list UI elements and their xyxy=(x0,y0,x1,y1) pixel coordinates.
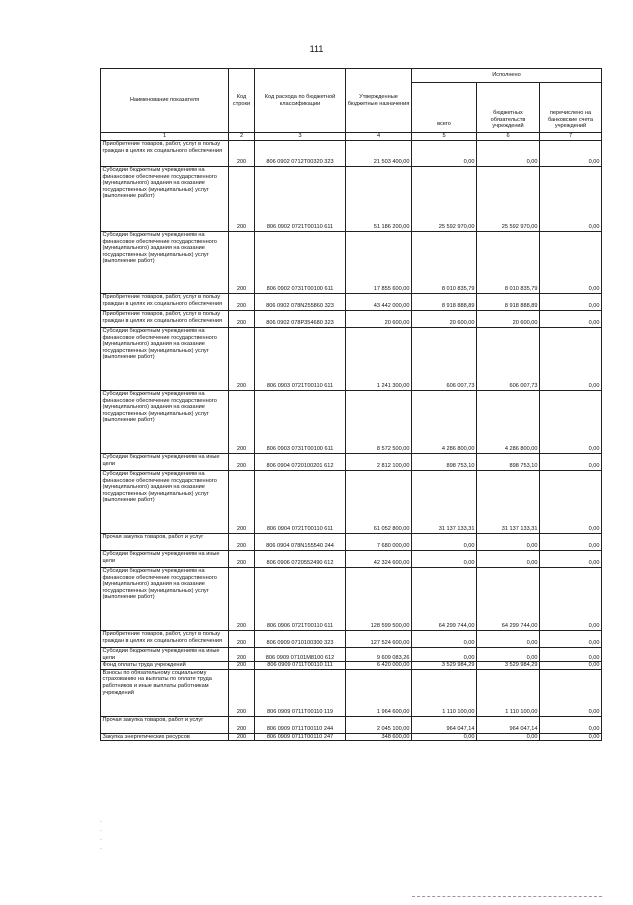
row-transferred: 0,00 xyxy=(540,328,602,391)
row-budget-obligations: 0,00 xyxy=(477,551,540,568)
column-number: 3 xyxy=(255,133,346,141)
row-name: Закупка энергетических ресурсов xyxy=(101,733,229,741)
table-row xyxy=(101,551,602,568)
table-row xyxy=(101,648,602,662)
row-transferred: 0,00 xyxy=(540,167,602,232)
row-executed-total: 4 286 800,00 xyxy=(412,391,477,454)
row-executed-total: 606 007,73 xyxy=(412,328,477,391)
row-line-code: 200 xyxy=(229,716,255,733)
row-approved: 61 052 800,00 xyxy=(346,471,412,534)
row-transferred: 0,00 xyxy=(540,568,602,631)
row-budget-obligations: 898 753,10 xyxy=(477,454,540,471)
table-row xyxy=(101,534,602,551)
table-row xyxy=(101,311,602,328)
column-number: 2 xyxy=(229,133,255,141)
row-approved: 6 420 000,00 xyxy=(346,662,412,670)
row-executed-total: 1 110 100,00 xyxy=(412,669,477,716)
row-line-code: 200 xyxy=(229,141,255,167)
row-line-code: 200 xyxy=(229,294,255,311)
row-approved: 9 609 083,26 xyxy=(346,648,412,662)
table-row xyxy=(101,141,602,167)
row-budget-obligations: 1 110 100,00 xyxy=(477,669,540,716)
row-executed-total: 964 047,14 xyxy=(412,716,477,733)
row-expense-code: 806 0909 0711T00110 247 xyxy=(255,733,346,741)
row-transferred: 0,00 xyxy=(540,232,602,294)
row-expense-code: 806 0909 0711T00110 111 xyxy=(255,662,346,670)
row-expense-code: 806 0909 0710100300 323 xyxy=(255,631,346,648)
row-transferred: 0,00 xyxy=(540,669,602,716)
row-expense-code: 806 0902 0721T00110 611 xyxy=(255,167,346,232)
row-line-code: 200 xyxy=(229,391,255,454)
row-name: Взносы по обязательному социальному страхованию на выплаты по оплате труда работников и иные выплаты работникам учреждений xyxy=(101,669,229,716)
row-executed-total: 64 299 744,00 xyxy=(412,568,477,631)
row-line-code: 200 xyxy=(229,328,255,391)
row-name: Прочая закупка товаров, работ и услуг xyxy=(101,716,229,733)
row-name: Прочая закупка товаров, работ и услуг xyxy=(101,534,229,551)
row-budget-obligations: 0,00 xyxy=(477,534,540,551)
table-row xyxy=(101,471,602,534)
row-executed-total: 0,00 xyxy=(412,141,477,167)
row-budget-obligations: 0,00 xyxy=(477,733,540,741)
row-budget-obligations: 0,00 xyxy=(477,141,540,167)
column-number: 7 xyxy=(540,133,602,141)
table-row xyxy=(101,631,602,648)
row-line-code: 200 xyxy=(229,631,255,648)
row-transferred: 0,00 xyxy=(540,311,602,328)
row-budget-obligations: 8 010 835,79 xyxy=(477,232,540,294)
table-row xyxy=(101,662,602,670)
row-line-code: 200 xyxy=(229,648,255,662)
table-row xyxy=(101,669,602,716)
row-line-code: 200 xyxy=(229,471,255,534)
row-executed-total: 20 600,00 xyxy=(412,311,477,328)
row-transferred: 0,00 xyxy=(540,733,602,741)
row-executed-total: 31 137 133,31 xyxy=(412,471,477,534)
row-transferred: 0,00 xyxy=(540,141,602,167)
row-name: Приобретение товаров, работ, услуг в пользу граждан в целях их социального обеспечения xyxy=(101,141,229,167)
table-row xyxy=(101,391,602,454)
row-transferred: 0,00 xyxy=(540,551,602,568)
row-line-code: 200 xyxy=(229,534,255,551)
row-expense-code: 806 0903 0721T00110 611 xyxy=(255,328,346,391)
row-executed-total: 0,00 xyxy=(412,733,477,741)
row-approved: 43 442 000,00 xyxy=(346,294,412,311)
row-name: Приобретение товаров, работ, услуг в пользу граждан в целях их социального обеспечения xyxy=(101,631,229,648)
row-executed-total: 898 753,10 xyxy=(412,454,477,471)
table-row xyxy=(101,454,602,471)
row-executed-total: 8 010 835,79 xyxy=(412,232,477,294)
row-transferred: 0,00 xyxy=(540,662,602,670)
row-line-code: 200 xyxy=(229,232,255,294)
column-number-row xyxy=(101,133,602,141)
row-transferred: 0,00 xyxy=(540,648,602,662)
row-executed-total: 0,00 xyxy=(412,631,477,648)
row-executed-total: 8 918 888,89 xyxy=(412,294,477,311)
budget-execution-table xyxy=(100,68,602,741)
row-budget-obligations: 20 600,00 xyxy=(477,311,540,328)
row-budget-obligations: 0,00 xyxy=(477,631,540,648)
row-executed-total: 0,00 xyxy=(412,648,477,662)
row-executed-total: 25 592 970,00 xyxy=(412,167,477,232)
row-expense-code: 806 0904 0720100201 612 xyxy=(255,454,346,471)
header-approved: Утвержденные бюджетные назначения xyxy=(346,69,412,133)
table-row xyxy=(101,733,602,741)
row-approved: 42 324 600,00 xyxy=(346,551,412,568)
column-number: 4 xyxy=(346,133,412,141)
row-transferred: 0,00 xyxy=(540,294,602,311)
row-expense-code: 806 0909 0711T00110 119 xyxy=(255,669,346,716)
column-number: 1 xyxy=(101,133,229,141)
row-budget-obligations: 25 592 970,00 xyxy=(477,167,540,232)
row-approved: 17 855 600,00 xyxy=(346,232,412,294)
row-transferred: 0,00 xyxy=(540,391,602,454)
row-budget-obligations: 31 137 133,31 xyxy=(477,471,540,534)
row-transferred: 0,00 xyxy=(540,716,602,733)
row-expense-code: 806 0909 07101M8100 612 xyxy=(255,648,346,662)
footer-marks: . . . . xyxy=(100,818,102,851)
row-executed-total: 0,00 xyxy=(412,551,477,568)
row-line-code: 200 xyxy=(229,311,255,328)
row-name: Субсидии бюджетным учреждениям на финансовое обеспечение государственного (муниципального) задания на оказание государственных (муниципальных) услуг (выполнение работ) xyxy=(101,328,229,391)
row-approved: 20 600,00 xyxy=(346,311,412,328)
row-expense-code: 806 0906 0720552490 612 xyxy=(255,551,346,568)
row-budget-obligations: 8 918 888,89 xyxy=(477,294,540,311)
row-approved: 128 599 500,00 xyxy=(346,568,412,631)
row-expense-code: 806 0906 0721T00110 611 xyxy=(255,568,346,631)
row-expense-code: 806 0903 0731T00100 611 xyxy=(255,391,346,454)
row-name: Субсидии бюджетным учреждениям на финансовое обеспечение государственного (муниципального) задания на оказание государственных (муниципальных) услуг (выполнение работ) xyxy=(101,232,229,294)
row-line-code: 200 xyxy=(229,669,255,716)
row-approved: 7 680 000,00 xyxy=(346,534,412,551)
row-approved: 2 812 100,00 xyxy=(346,454,412,471)
column-number: 6 xyxy=(477,133,540,141)
row-transferred: 0,00 xyxy=(540,534,602,551)
row-budget-obligations: 606 007,73 xyxy=(477,328,540,391)
page-number: 111 xyxy=(309,44,324,54)
table-row xyxy=(101,328,602,391)
row-name: Субсидии бюджетным учреждениям на иные цели xyxy=(101,454,229,471)
row-transferred: 0,00 xyxy=(540,454,602,471)
row-name: Приобретение товаров, работ, услуг в пользу граждан в целях их социального обеспечения xyxy=(101,294,229,311)
row-name: Субсидии бюджетным учреждениям на финансовое обеспечение государственного (муниципального) задания на оказание государственных (муниципальных) услуг (выполнение работ) xyxy=(101,167,229,232)
row-budget-obligations: 3 529 984,29 xyxy=(477,662,540,670)
column-number: 5 xyxy=(412,133,477,141)
row-transferred: 0,00 xyxy=(540,471,602,534)
row-name: Субсидии бюджетным учреждениям на иные цели xyxy=(101,551,229,568)
row-approved: 127 524 600,00 xyxy=(346,631,412,648)
header-total: всего xyxy=(412,83,477,133)
row-name: Субсидии бюджетным учреждениям на финансовое обеспечение государственного (муниципального) задания на оказание государственных (муниципальных) услуг (выполнение работ) xyxy=(101,391,229,454)
row-name: Субсидии бюджетным учреждениям на иные цели xyxy=(101,648,229,662)
row-approved: 1 241 300,00 xyxy=(346,328,412,391)
row-line-code: 200 xyxy=(229,662,255,670)
bottom-dashed-line xyxy=(412,896,602,897)
row-approved: 1 964 600,00 xyxy=(346,669,412,716)
row-line-code: 200 xyxy=(229,733,255,741)
row-expense-code: 806 0909 0711T00110 244 xyxy=(255,716,346,733)
row-approved: 8 572 500,00 xyxy=(346,391,412,454)
row-budget-obligations: 964 047,14 xyxy=(477,716,540,733)
row-approved: 21 503 400,00 xyxy=(346,141,412,167)
row-budget-obligations: 64 299 744,00 xyxy=(477,568,540,631)
row-line-code: 200 xyxy=(229,454,255,471)
row-line-code: 200 xyxy=(229,167,255,232)
row-executed-total: 0,00 xyxy=(412,534,477,551)
row-name: Субсидии бюджетным учреждениям на финансовое обеспечение государственного (муниципального) задания на оказание государственных (муниципальных) услуг (выполнение работ) xyxy=(101,568,229,631)
header-line-code: Код строки xyxy=(229,69,255,133)
row-expense-code: 806 0902 078N255860 323 xyxy=(255,294,346,311)
table-row xyxy=(101,167,602,232)
table-row xyxy=(101,716,602,733)
row-line-code: 200 xyxy=(229,551,255,568)
row-expense-code: 806 0904 078N155540 244 xyxy=(255,534,346,551)
row-expense-code: 806 0902 0712T00320 323 xyxy=(255,141,346,167)
table-row xyxy=(101,294,602,311)
row-expense-code: 806 0902 0731T00100 611 xyxy=(255,232,346,294)
row-name: Приобретение товаров, работ, услуг в пользу граждан в целях их социального обеспечения xyxy=(101,311,229,328)
row-executed-total: 3 529 984,29 xyxy=(412,662,477,670)
row-transferred: 0,00 xyxy=(540,631,602,648)
row-budget-obligations: 4 286 800,00 xyxy=(477,391,540,454)
row-approved: 51 186 200,00 xyxy=(346,167,412,232)
table-row xyxy=(101,568,602,631)
row-name: Фонд оплаты труда учреждений xyxy=(101,662,229,670)
header-budget-obligations: бюджетных обязательств учреждений xyxy=(477,83,540,133)
table-row xyxy=(101,232,602,294)
row-expense-code: 806 0902 078P354680 323 xyxy=(255,311,346,328)
header-executed: Исполнено xyxy=(412,69,602,83)
row-name: Субсидии бюджетным учреждениям на финансовое обеспечение государственного (муниципального) задания на оказание государственных (муниципальных) услуг (выполнение работ) xyxy=(101,471,229,534)
header-expense-code: Код расхода по бюджетной классификации xyxy=(255,69,346,133)
header-transferred: перечислено на банковские счета учреждений xyxy=(540,83,602,133)
header-name: Наименование показателя xyxy=(101,69,229,133)
row-approved: 348 600,00 xyxy=(346,733,412,741)
row-line-code: 200 xyxy=(229,568,255,631)
row-approved: 2 045 100,00 xyxy=(346,716,412,733)
row-expense-code: 806 0904 0721T00110 611 xyxy=(255,471,346,534)
row-budget-obligations: 0,00 xyxy=(477,648,540,662)
